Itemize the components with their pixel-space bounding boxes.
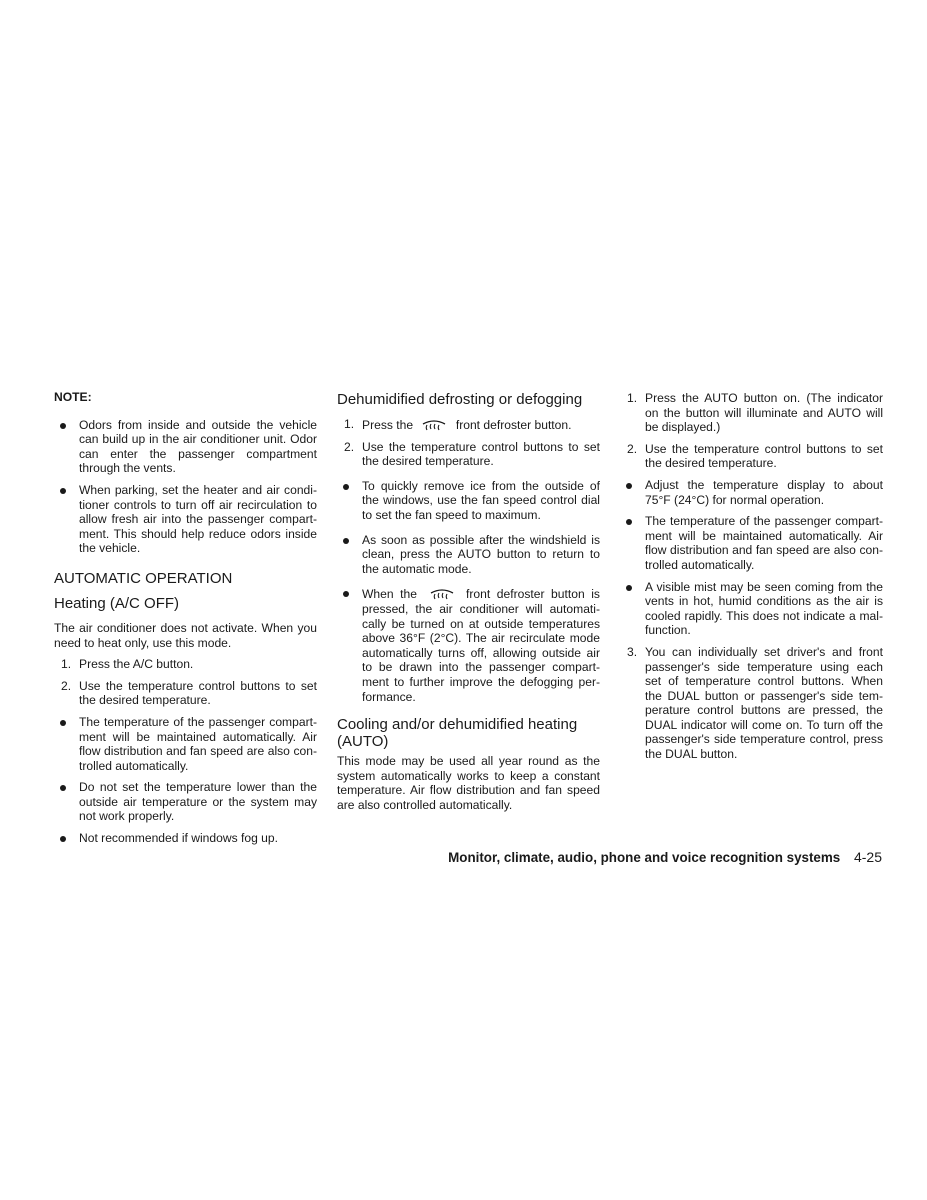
step-number: 1. xyxy=(627,391,638,405)
list-item: The temperature of the passenger compart- ment will be maintained automatically. Air flow distribution and fan speed are also con- trolled automatically. xyxy=(54,715,317,773)
bullet-icon xyxy=(60,488,66,494)
intro-paragraph: The air conditioner does not activate. When you need to heat only, use this mode. xyxy=(54,620,317,650)
sub-heading: Heating (A/C OFF) xyxy=(54,594,180,612)
bullet-icon xyxy=(343,591,349,597)
page-number: 4-25 xyxy=(853,849,882,865)
list-item: As soon as possible after the windshield is clean, press the AUTO button to return to the automatic mode. xyxy=(337,533,600,577)
step-number: 2. xyxy=(627,441,638,456)
step-item: 2. Use the temperature control buttons to set the desired temperature. xyxy=(61,678,317,708)
list-item: Not recommended if windows fog up. xyxy=(54,831,317,846)
list-item: A visible mist may be seen coming from the vents in hot, humid conditions as the air is cooled rapidly. This does not indicate a mal- function. xyxy=(620,580,883,638)
list-item: When the front defroster button is pressed, the air conditioner will automati- cally be turned on at outside temperatures above 36°F (2°C). The air recirculate mode automatically turns off, allowing outside air to be drawn into the passenger compart- ment to further improve the defogging per- formance. xyxy=(337,586,600,704)
step-item: 1. Press the front defroster button. xyxy=(344,417,572,432)
defrost-heading: Dehumidified defrosting or defogging xyxy=(337,391,583,408)
section-heading: AUTOMATIC OPERATION xyxy=(54,569,233,587)
bullet-icon xyxy=(626,585,632,591)
page-footer xyxy=(448,849,882,865)
list-item: To quickly remove ice from the outside of the windows, use the fan speed control dial to set the fan speed to maximum. xyxy=(337,479,600,523)
bullet-icon xyxy=(626,519,632,525)
list-item: Adjust the temperature display to about 75°F (24°C) for normal operation. xyxy=(620,478,883,507)
step-number: 1. xyxy=(61,657,72,672)
step-item: 3. You can individually set driver's and front passenger's side temperature using each set of temperature control buttons. When the DUAL button or passenger's side tem- perature control buttons are pressed, the DUAL indicator will come on. To turn off the passenger's side temperature control, press the DUAL button. xyxy=(627,644,883,762)
step-item: 1. Press the AUTO button on. (The indicator on the button will illuminate and AUTO will be displayed.) xyxy=(627,391,883,435)
list-item: When parking, set the heater and air condi- tioner controls to turn off air recirculation to allow fresh air into the passenger compart- ment. This should help reduce odors inside the vehicle. xyxy=(54,483,317,556)
list-item: Odors from inside and outside the vehicle can build up in the air conditioner unit. Odor can enter the passenger compartment through the vents. xyxy=(54,418,317,476)
column-middle xyxy=(337,391,600,819)
list-item: The temperature of the passenger compart- ment will be maintained automatically. Air flow distribution and fan speed are also con- trolled automatically. xyxy=(620,514,883,572)
bullet-icon xyxy=(60,836,66,842)
footer-section-title: Monitor, climate, audio, phone and voice recognition systems xyxy=(448,850,841,865)
list-item: Do not set the temperature lower than the outside air temperature or the system may not work properly. xyxy=(54,780,317,824)
cooling-paragraph: This mode may be used all year round as the system automatically works to keep a constant temperature. Air flow distribution and fan speed are also controlled automatically. xyxy=(337,754,600,812)
front-defroster-icon xyxy=(420,417,448,431)
bullet-icon xyxy=(60,423,66,429)
step-item: 1. Press the A/C button. xyxy=(61,657,194,672)
step-number: 2. xyxy=(344,439,355,454)
column-right xyxy=(620,391,883,769)
step-number: 1. xyxy=(344,417,355,431)
bullet-icon xyxy=(343,538,349,544)
step-item: 2. Use the temperature control buttons to set the desired temperature. xyxy=(627,441,883,471)
step-item: 2. Use the temperature control buttons to set the desired temperature. xyxy=(344,439,600,469)
step-number: 2. xyxy=(61,678,72,693)
cooling-heading: Cooling and/or dehumidified heating (AUTO) xyxy=(337,716,578,751)
bullet-icon xyxy=(626,483,632,489)
step-number: 3. xyxy=(627,644,638,659)
bullet-icon xyxy=(60,785,66,791)
column-left xyxy=(54,390,317,853)
bullet-icon xyxy=(343,484,349,490)
front-defroster-icon xyxy=(428,586,456,600)
bullet-icon xyxy=(60,720,66,726)
note-heading: NOTE: xyxy=(54,390,92,404)
